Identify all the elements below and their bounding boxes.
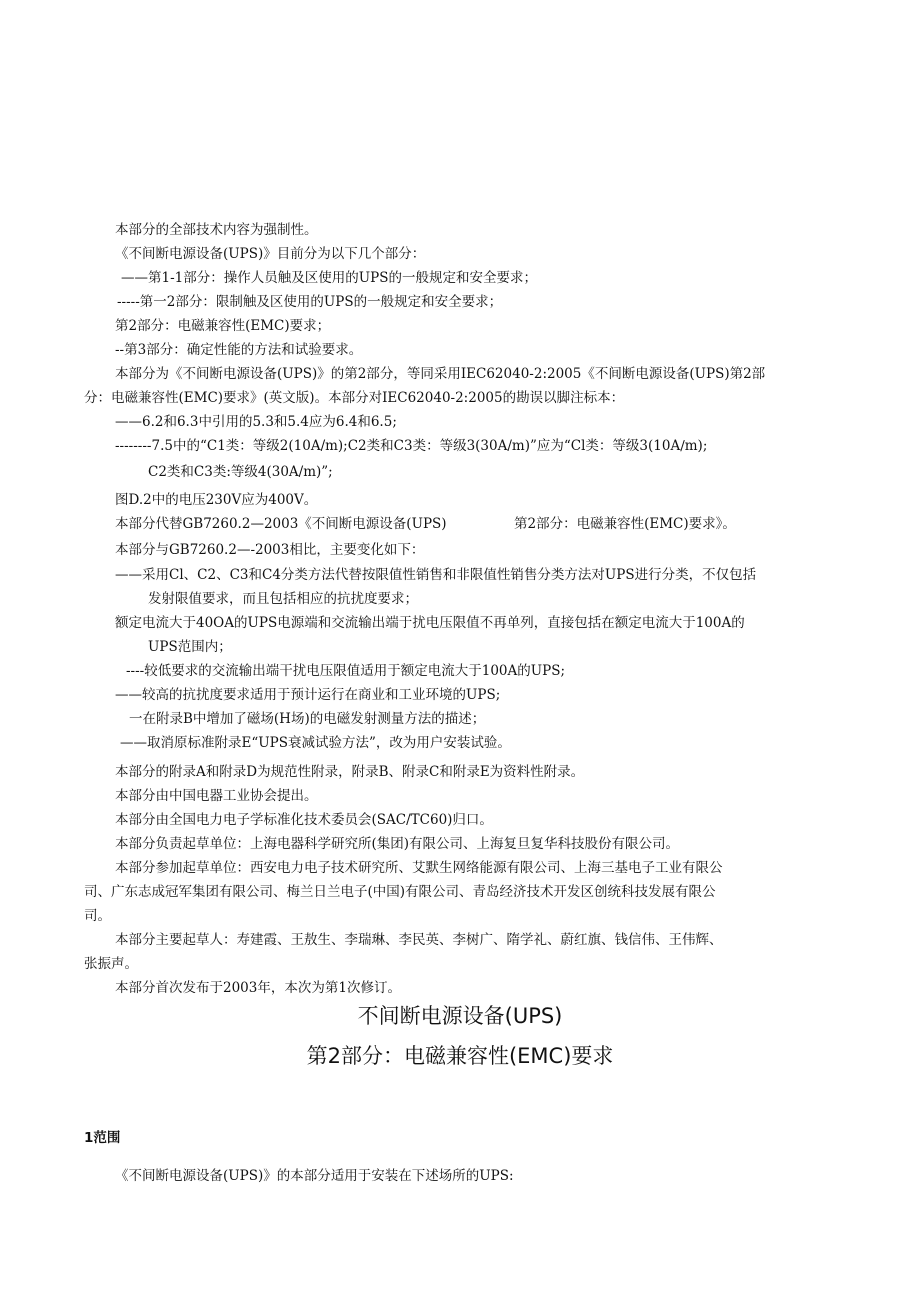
change-item-4: ——较高的抗扰度要求适用于预计运行在商业和工业环境的UPS; — [115, 687, 501, 703]
foreword-annex-statement: 本部分的附录A和附录D为规范性附录，附录B、附录C和附录E为资料性附录。 — [115, 764, 585, 780]
erratum-item-3: 图D.2中的电压230V应为400V。 — [115, 492, 318, 508]
foreword-lead-drafters: 本部分负责起草单位：上海电器科学研究所(集团)有限公司、上海复旦复华科技股份有限公司。 — [115, 836, 680, 852]
erratum-item-1: ——6.2和6.3中引用的5.3和5.4应为6.4和6.5; — [115, 414, 397, 430]
foreword-part-1-2: -----第一2部分：限制触及区使用的UPS的一般规定和安全要求； — [117, 294, 503, 310]
foreword-publication-history: 本部分首次发布于2003年，本次为第1次修订。 — [115, 980, 401, 996]
foreword-centralized-by: 本部分由全国电力电子学标准化技术委员会(SAC/TC60)归口。 — [115, 812, 493, 828]
erratum-item-2-line-2: C2类和C3类:等级4(30A/m)”; — [148, 464, 333, 480]
section-heading-scope: 1范围 — [84, 1130, 121, 1146]
standard-title-line-1: 不间断电源设备(UPS) — [357, 1004, 563, 1028]
foreword-participating-drafters-line-3: 司。 — [84, 908, 111, 924]
foreword-changes-intro: 本部分与GB7260.2—-2003相比，主要变化如下： — [115, 542, 425, 558]
change-item-1-line-1: ——采用Cl、C2、C3和C4分类方法代替按限值性销售和非限值性销售分类方法对UPS进行分类，不仅包括 — [115, 567, 757, 583]
change-item-2-line-1: 额定电流大于40OA的UPS电源端和交流输出端于扰电压限值不再单列，直接包括在额定电流大于100A的 — [115, 615, 745, 631]
change-item-1-line-2: 发射限值要求，而且包括相应的抗扰度要求； — [148, 591, 418, 607]
change-item-3: ----较低要求的交流输出端干扰电压限值适用于额定电流大于100A的UPS; — [126, 663, 566, 679]
foreword-replaces-b: 第2部分：电磁兼容性(EMC)要求》。 — [514, 516, 736, 532]
foreword-mandatory-statement: 本部分的全部技术内容为强制性。 — [115, 222, 318, 238]
foreword-part-3: --第3部分：确定性能的方法和试验要求。 — [115, 342, 363, 358]
foreword-proposed-by: 本部分由中国电器工业协会提出。 — [115, 788, 318, 804]
change-item-5: 一在附录B中增加了磁场(H场)的电磁发射测量方法的描述； — [129, 711, 486, 727]
change-item-2-line-2: UPS范围内； — [148, 639, 232, 655]
foreword-adoption-line-2: 分：电磁兼容性(EMC)要求》(英文版)。本部分对IEC62040-2:2005的勘误以脚注标本： — [84, 390, 625, 406]
foreword-participating-drafters-line-2: 司、广东志成冠军集团有限公司、梅兰日兰电子(中国)有限公司、青岛经济技术开发区创统科技发展有限公 — [84, 884, 716, 900]
scope-paragraph: 《不间断电源设备(UPS)》的本部分适用于安装在下述场所的UPS: — [115, 1168, 514, 1184]
change-item-6: ——取消原标准附录E“UPS衰减试验方法”，改为用户安装试验。 — [120, 735, 511, 751]
foreword-replaces-a: 本部分代替GB7260.2—2003《不间断电源设备(UPS) — [115, 516, 447, 532]
foreword-adoption-line-1: 本部分为《不间断电源设备(UPS)》的第2部分，等同采用IEC62040-2:2005《不间断电源设备(UPS)第2部 — [115, 366, 766, 382]
foreword-part-2: 第2部分：电磁兼容性(EMC)要求； — [115, 318, 331, 334]
foreword-main-drafters-line-2: 张振声。 — [84, 956, 138, 972]
erratum-item-2-line-1: --------7.5中的“C1类：等级2(10A/m);C2类和C3类：等级3(30A/m)”应为“Cl类：等级3(10A∕m); — [115, 438, 708, 454]
standard-title-line-2: 第2部分：电磁兼容性(EMC)要求 — [306, 1044, 614, 1068]
foreword-main-drafters-line-1: 本部分主要起草人：寿建霞、王敖生、李瑞琳、李民英、李树广、隋学礼、蔚红旗、钱信伟、王伟辉、 — [115, 932, 723, 948]
foreword-parts-intro: 《不间断电源设备(UPS)》目前分为以下几个部分： — [115, 246, 426, 262]
foreword-part-1-1: ——第1-1部分：操作人员触及区使用的UPS的一般规定和安全要求； — [121, 270, 537, 286]
foreword-participating-drafters-line-1: 本部分参加起草单位：西安电力电子技术研究所、艾默生网络能源有限公司、上海三基电子工业有限公 — [115, 860, 723, 876]
